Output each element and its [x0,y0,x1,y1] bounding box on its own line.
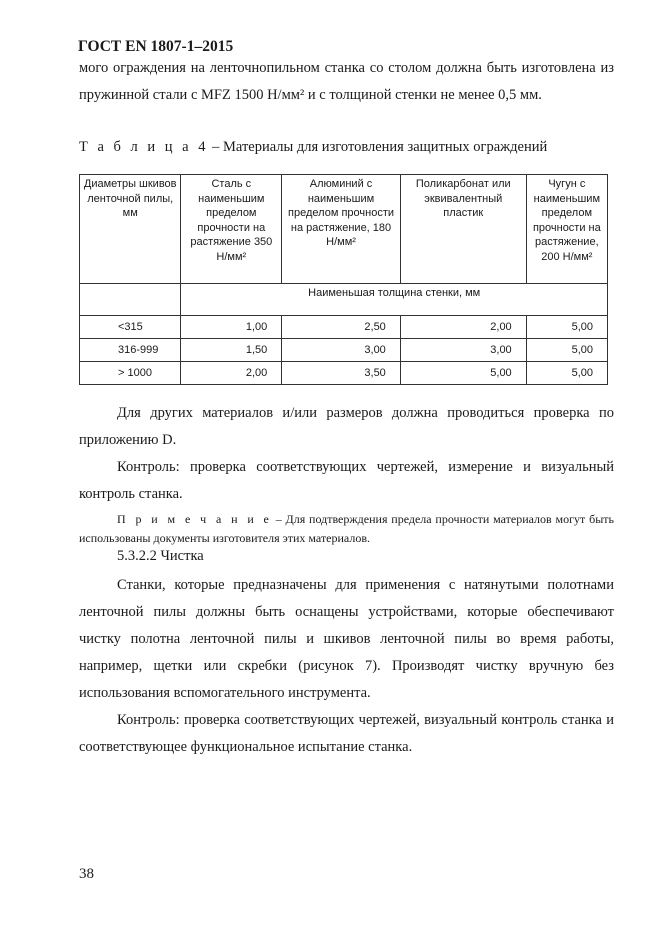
note-text: – Для подтверждения предела прочности материалов могут быть использованы документы изготовителя этих материалов. [79,512,614,545]
row-cast-iron: 5,00 [526,316,607,339]
header-polycarbonate: Поликарбонат или эквивалентный пластик [400,175,526,284]
row-diameter: > 1000 [80,362,181,385]
section-title: 5.3.2.2 Чистка [117,548,204,564]
row-polycarbonate: 5,00 [400,362,526,385]
table-row [80,316,608,339]
paragraph-control-1: Контроль: проверка соответствующих чертежей, измерение и визуальный контроль станка. [79,459,614,502]
header-cast-iron: Чугун с наименьшим пределом прочности на растяжение, 200 Н/мм² [526,175,607,284]
table-row [80,339,608,362]
row-steel: 2,00 [181,362,282,385]
row-diameter: <315 [80,316,181,339]
row-aluminium: 3,50 [282,362,401,385]
subheader-thickness: Наименьшая толщина стенки, мм [181,284,608,316]
table-subheader-row [80,284,608,316]
row-polycarbonate: 3,00 [400,339,526,362]
paragraph-control-2: Контроль: проверка соответствующих чертежей, визуальный контроль станка и соответствующее функциональное испытание станка. [79,712,614,755]
row-diameter: 316-999 [80,339,181,362]
header-diameter: Диаметры шкивов ленточной пилы, мм [80,175,181,284]
table-caption-text: – Материалы для изготовления защитных ограждений [208,139,548,155]
row-steel: 1,00 [181,316,282,339]
row-polycarbonate: 2,00 [400,316,526,339]
row-steel: 1,50 [181,339,282,362]
table-row [80,362,608,385]
intro-paragraph: мого ограждения на ленточнопильном станка со столом должна быть изготовлена из пружинной стали с MFZ 1500 Н/мм² и с толщиной стенки не менее 0,5 мм. [79,60,614,103]
materials-table [79,174,608,385]
table-caption [79,139,547,156]
row-aluminium: 2,50 [282,316,401,339]
table-caption-label: Т а б л и ц а 4 [79,139,209,155]
note-label: П р и м е ч а н и е [117,512,272,526]
row-cast-iron: 5,00 [526,362,607,385]
header-aluminium: Алюминий с наименьшим пределом прочности на растяжение, 180 Н/мм² [282,175,401,284]
table-header-row [80,175,608,284]
page-number: 38 [79,866,94,882]
row-cast-iron: 5,00 [526,339,607,362]
paragraph-cleaning: Станки, которые предназначены для применения с натянутыми полотнами ленточной пилы должны быть оснащены устройствами, которые обеспечивают чистку полотна ленточной пилы и шкивов ленточной пилы во время работы, например, щетки или скребки (рисунок 7). Производят чистку вручную без использования вспомогательного инструмента. [79,577,614,701]
paragraph-other-materials: Для других материалов и/или размеров должна проводиться проверка по приложению D. [79,405,614,448]
note [79,510,614,548]
header-steel: Сталь с наименьшим пределом прочности на растяжение 350 Н/мм² [181,175,282,284]
document-header: ГОСТ EN 1807-1–2015 [78,38,234,55]
subheader-empty-cell [80,284,181,316]
row-aluminium: 3,00 [282,339,401,362]
